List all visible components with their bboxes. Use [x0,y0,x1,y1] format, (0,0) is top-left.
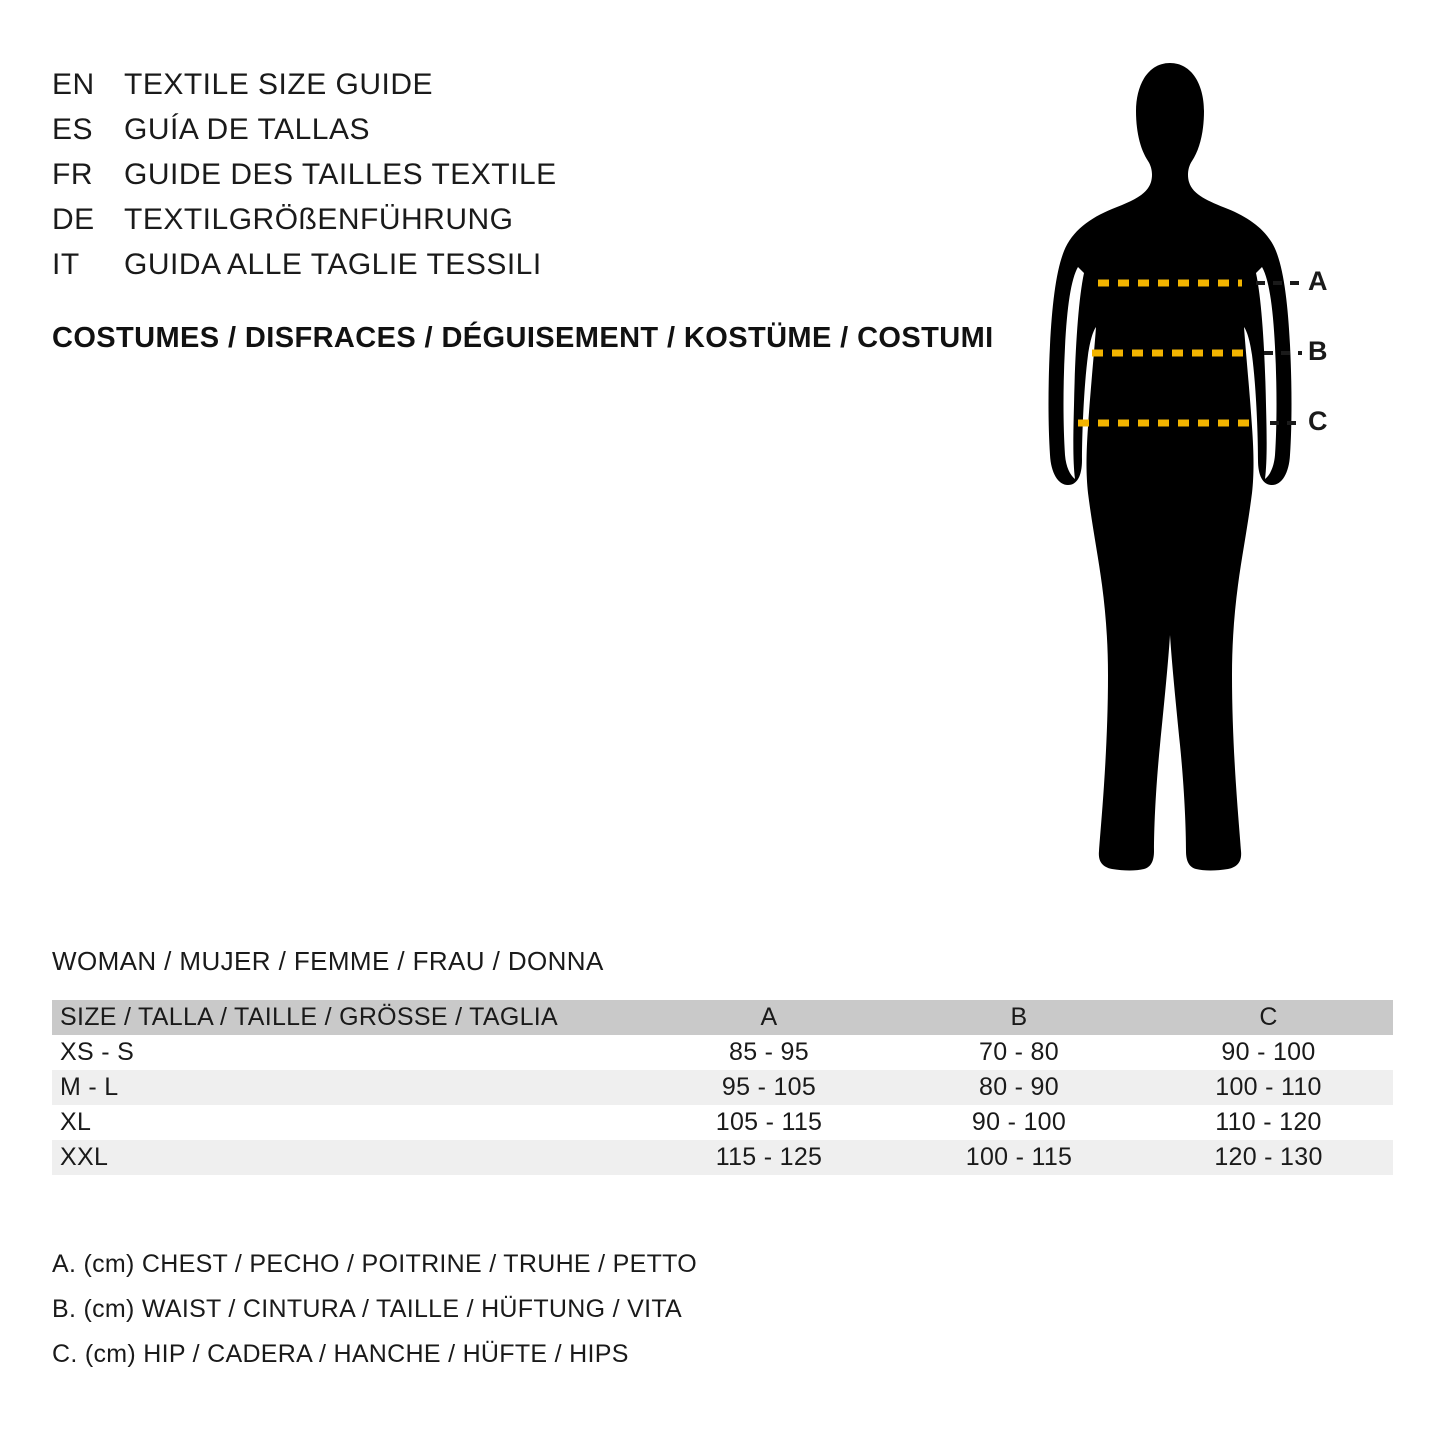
legend-note-a: A. (cm) CHEST / PECHO / POITRINE / TRUHE / PETTO [52,1250,698,1278]
female-silhouette-figure [1020,55,1400,895]
cell-a: 95 - 105 [721,1073,817,1101]
cell-size: XXL [60,1143,109,1171]
cell-b: 70 - 80 [979,1038,1059,1066]
legend-note-b: B. (cm) WAIST / CINTURA / TAILLE / HÜFTUNG / VITA [52,1295,683,1323]
table-body [52,1035,1393,1175]
cell-b: 90 - 100 [971,1108,1067,1136]
table-row [52,1070,1393,1105]
column-header-size: SIZE / TALLA / TAILLE / GRÖSSE / TAGLIA [60,1003,559,1031]
cell-a: 105 - 115 [715,1108,823,1136]
language-row-it [52,242,1012,287]
language-text-it: GUIDA ALLE TAGLIE TESSILI [124,248,542,281]
table-row [52,1035,1393,1070]
language-text-es: GUÍA DE TALLAS [124,113,370,146]
size-table [52,1000,1393,1175]
cell-size: XS - S [60,1038,135,1066]
language-code-en: EN [52,68,95,101]
category-title: COSTUMES / DISFRACES / DÉGUISEMENT / KOSTÜME / COSTUMI [52,322,994,354]
marker-label-c: C [1308,406,1328,436]
table-header-row [52,1000,1393,1035]
cell-c: 90 - 100 [1221,1038,1316,1066]
language-code-es: ES [52,113,94,146]
language-text-en: TEXTILE SIZE GUIDE [124,68,434,101]
cell-b: 80 - 90 [979,1073,1059,1101]
cell-c: 110 - 120 [1215,1108,1322,1136]
column-header-b: B [1010,1003,1028,1031]
cell-a: 85 - 95 [729,1038,809,1066]
cell-c: 120 - 130 [1214,1143,1323,1171]
cell-a: 115 - 125 [715,1143,823,1171]
table-title: WOMAN / MUJER / FEMME / FRAU / DONNA [52,946,604,976]
table-row [52,1105,1393,1140]
language-code-fr: FR [52,158,93,191]
language-row-de [52,197,1012,242]
language-code-it: IT [52,248,80,281]
table-row [52,1140,1393,1175]
language-list [52,62,1012,287]
measurement-legend [52,1242,697,1377]
column-header-c: C [1259,1003,1278,1031]
language-row-fr [52,152,1012,197]
cell-size: M - L [60,1073,119,1101]
language-row-es [52,107,1012,152]
cell-b: 100 - 115 [965,1143,1073,1171]
legend-note-c: C. (cm) HIP / CADERA / HANCHE / HÜFTE / HIPS [52,1340,629,1368]
marker-label-b: B [1308,336,1328,366]
language-text-fr: GUIDE DES TAILLES TEXTILE [124,158,557,191]
silhouette-icon [1020,55,1400,895]
language-code-de: DE [52,203,95,236]
language-text-de: TEXTILGRÖßENFÜHRUNG [124,203,514,236]
marker-label-a: A [1308,266,1328,296]
language-row-en [52,62,1012,107]
cell-size: XL [60,1108,92,1136]
cell-c: 100 - 110 [1215,1073,1322,1101]
table-header [52,1000,1393,1035]
column-header-a: A [760,1003,778,1031]
